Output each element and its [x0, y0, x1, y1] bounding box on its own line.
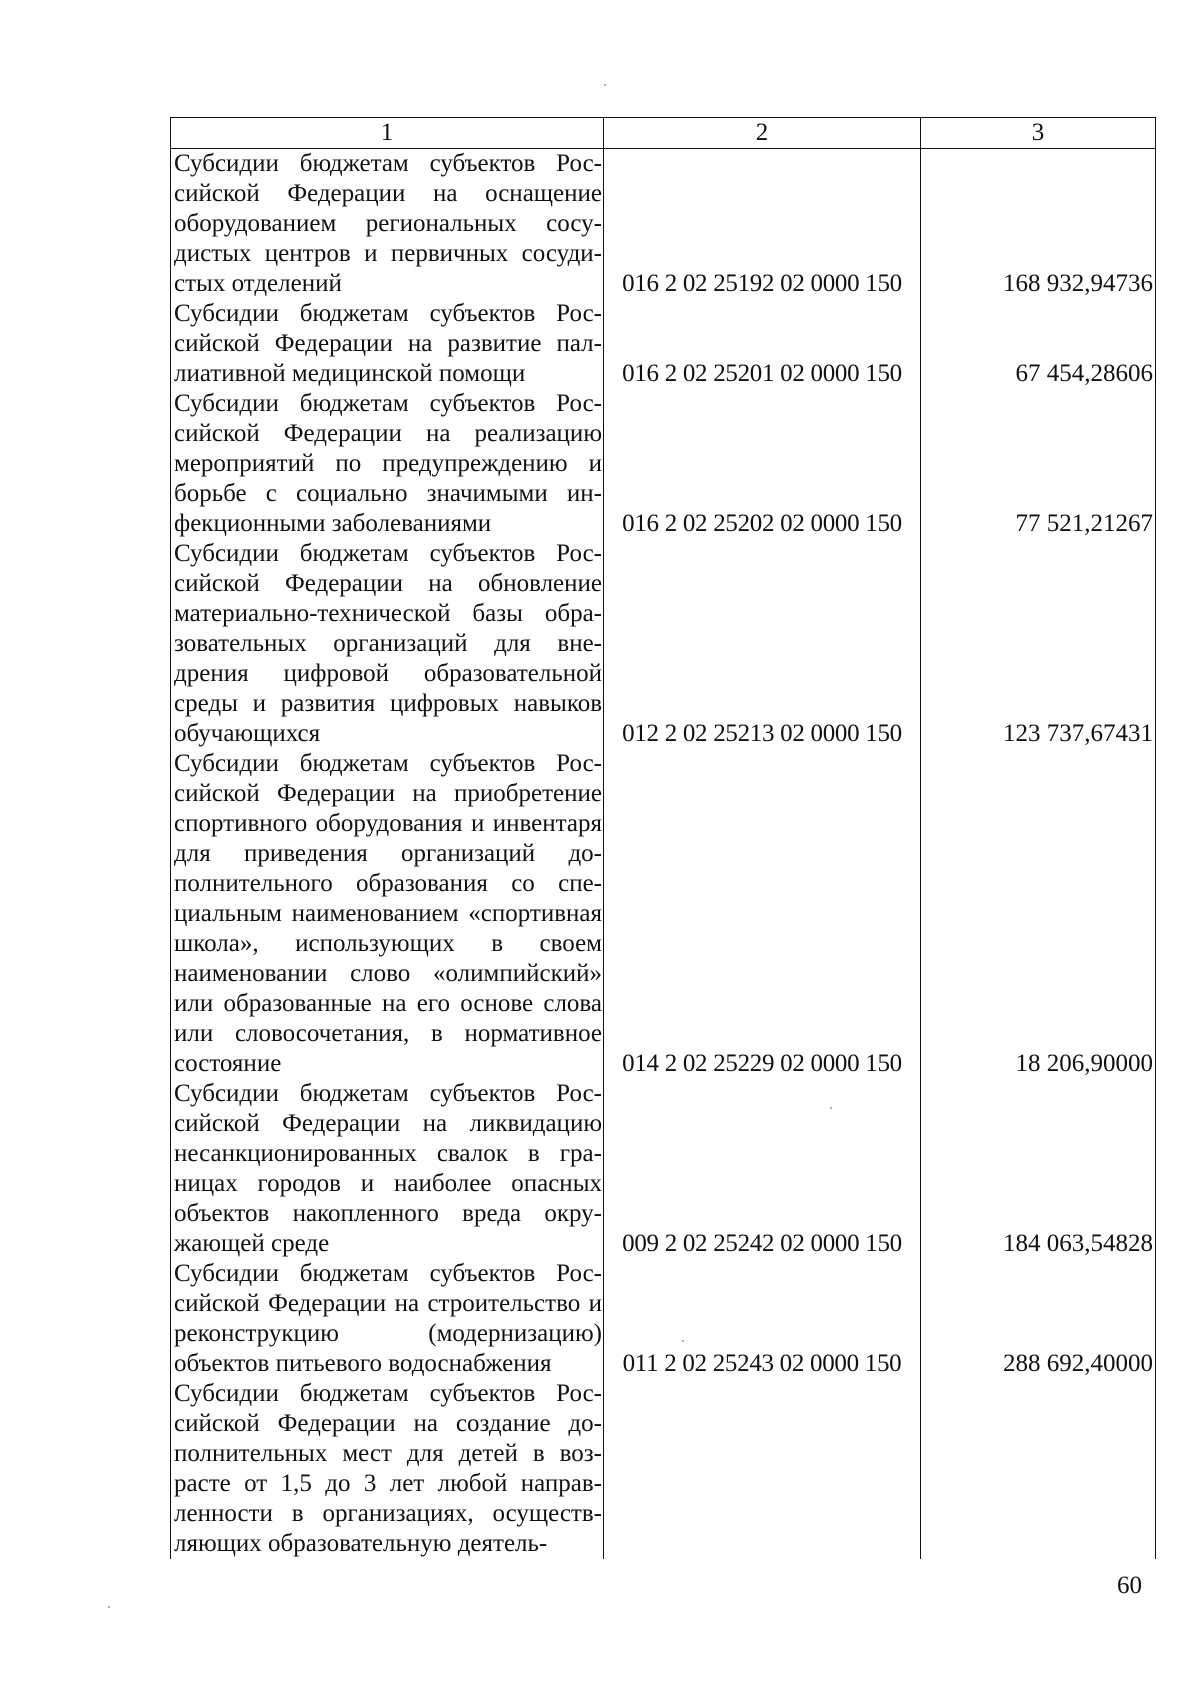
table-row — [171, 299, 1156, 389]
table-body — [171, 149, 1156, 1560]
page-number: 60 — [1117, 1572, 1142, 1599]
amount: 168 932,94736 — [921, 149, 1156, 300]
budget-code: 016 2 02 25192 02 0000 150 — [604, 149, 921, 300]
subsidy-name: Субсидии бюджетам субъектов Российской Федерации на создание дополнительных мест для детей в возрасте от 1,5 до 3 лет любой направленности в организациях, осуществляющих образовательную деятель- — [171, 1379, 604, 1559]
table-header — [171, 118, 1156, 149]
budget-code: 011 2 02 25243 02 0000 150 — [604, 1259, 921, 1379]
table-row — [171, 1079, 1156, 1259]
table-row — [171, 389, 1156, 539]
scan-speck — [108, 1606, 110, 1608]
budget-code: 016 2 02 25201 02 0000 150 — [604, 299, 921, 389]
amount: 184 063,54828 — [921, 1079, 1156, 1259]
budget-code: 016 2 02 25202 02 0000 150 — [604, 389, 921, 539]
table-row — [171, 1379, 1156, 1559]
subsidy-name: Субсидии бюджетам субъектов Российской Федерации на оснащение оборудованием региональных сосудистых центров и первичных сосудистых отделений — [171, 149, 604, 300]
subsidy-name: Субсидии бюджетам субъектов Российской Федерации на строительство и реконструкцию (модернизацию) объектов питьевого водоснабжения — [171, 1259, 604, 1379]
budget-table — [170, 117, 1156, 1559]
table-row — [171, 1259, 1156, 1379]
amount — [921, 1379, 1156, 1559]
budget-code: 012 2 02 25213 02 0000 150 — [604, 539, 921, 749]
scan-speck — [682, 1340, 684, 1342]
amount: 123 737,67431 — [921, 539, 1156, 749]
scan-speck — [604, 84, 606, 86]
amount: 18 206,90000 — [921, 749, 1156, 1079]
table-row — [171, 149, 1156, 300]
table-row — [171, 749, 1156, 1079]
amount: 288 692,40000 — [921, 1259, 1156, 1379]
scan-speck — [830, 1107, 832, 1109]
column-header-1: 1 — [171, 118, 604, 149]
column-header-2: 2 — [604, 118, 921, 149]
column-header-3: 3 — [921, 118, 1156, 149]
budget-code: 014 2 02 25229 02 0000 150 — [604, 749, 921, 1079]
subsidy-name: Субсидии бюджетам субъектов Российской Федерации на реализацию мероприятий по предупреждению и борьбе с социально значимыми инфекционными заболеваниями — [171, 389, 604, 539]
amount: 77 521,21267 — [921, 389, 1156, 539]
budget-code — [604, 1379, 921, 1559]
table-row — [171, 539, 1156, 749]
subsidy-name: Субсидии бюджетам субъектов Российской Федерации на обновление материально-технической базы образовательных организаций для внедрения цифровой образовательной среды и развития цифровых навыков обучающихся — [171, 539, 604, 749]
subsidy-name: Субсидии бюджетам субъектов Российской Федерации на ликвидацию несанкционированных свалок в границах городов и наиболее опасных объектов накопленного вреда окружающей среде — [171, 1079, 604, 1259]
budget-code: 009 2 02 25242 02 0000 150 — [604, 1079, 921, 1259]
amount: 67 454,28606 — [921, 299, 1156, 389]
header-row — [171, 118, 1156, 149]
subsidy-name: Субсидии бюджетам субъектов Российской Федерации на развитие паллиативной медицинской помощи — [171, 299, 604, 389]
subsidy-name: Субсидии бюджетам субъектов Российской Федерации на приобретение спортивного оборудования и инвентаря для приведения организаций дополнительного образования со специальным наименованием «спортивная школа», использующих в своем наименовании слово «олимпийский» или образованные на его основе слова или словосочетания, в нормативное состояние — [171, 749, 604, 1079]
